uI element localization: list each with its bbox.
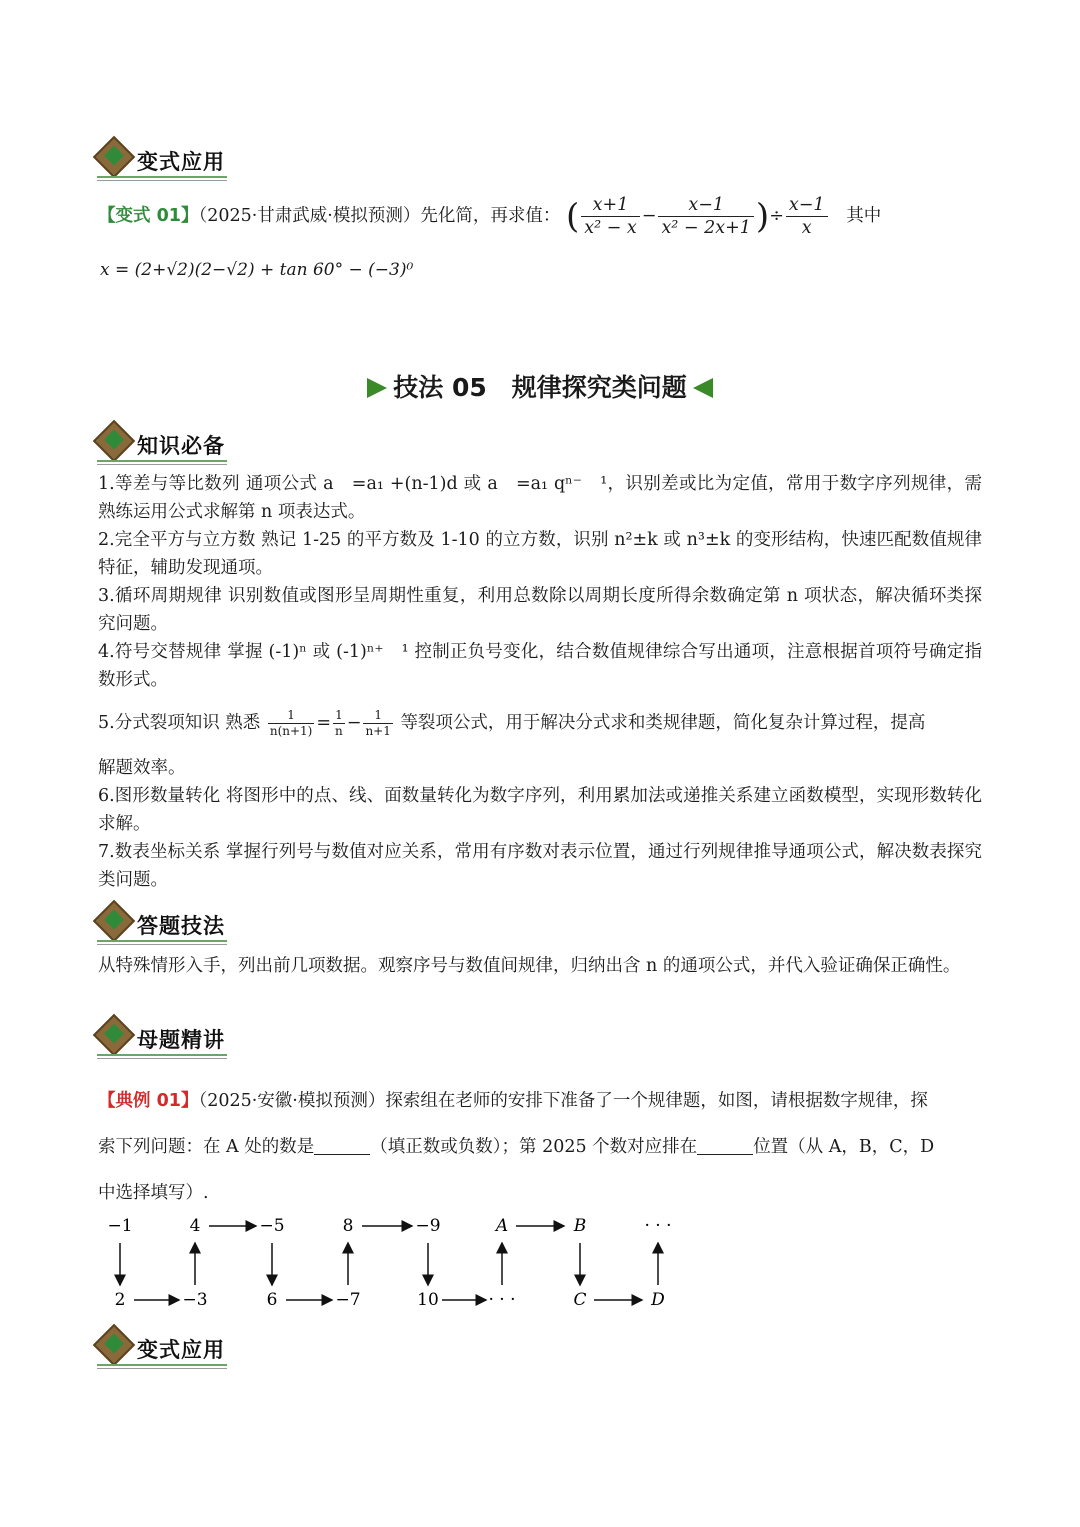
diagram-bottom-label: −3 <box>182 1290 208 1310</box>
knowledge-item-5: 5.分式裂项知识 熟悉 $\frac{1}{n(n+1)}$ = $\frac{1}{n}$ − $\frac{1}{n+1}$ 等裂项公式，用于解决分式求和类规律题，简化复杂计算过程，提高 <box>98 708 926 738</box>
frac-den: n+1 <box>365 724 391 738</box>
knowledge-item: 2.完全平方与立方数 熟记 1-25 的平方数及 1-10 的立方数，识别 n²±k 或 n³±k 的变形结构，快速匹配数值规律特征，辅助发现通项。 <box>98 530 982 578</box>
section-header-technique <box>97 904 227 944</box>
variant-tag: 【变式 01】 <box>98 206 199 226</box>
diagram-bottom-label: −7 <box>335 1290 361 1310</box>
fraction-2 <box>658 194 753 239</box>
divider <box>97 464 227 465</box>
fraction-b <box>333 708 345 739</box>
frac-den: x <box>801 218 812 238</box>
section-header-knowledge <box>97 424 227 464</box>
example-line: 索下列问题：在 A 处的数是 <box>98 1137 315 1157</box>
section-header-variant-2 <box>97 1328 227 1368</box>
technique-text: 从特殊情形入手，列出前几项数据。观察序号与数值间规律，归纳出含 n 的通项公式，并代入验证确保正确性。 <box>98 956 961 976</box>
knowledge-item: 7.数表坐标关系 掌握行列号与数值对应关系，常用有序数对表示位置，通过行列规律推导通项公式，解决数表探究类问题。 <box>98 842 982 890</box>
diagram-bottom-label: 6 <box>266 1290 278 1310</box>
x-expression: x = (2+√2)(2−√2) + tan 60° − (−3)⁰ <box>100 260 414 280</box>
answer-blank[interactable] <box>314 1136 370 1155</box>
variant-source: （2025·甘肃武威·模拟预测）先化简，再求值： <box>198 206 561 226</box>
item5-pre: 5.分式裂项知识 熟悉 <box>98 713 261 733</box>
example-line: （2025·安徽·模拟预测）探索组在老师的安排下准备了一个规律题，如图，请根据数字规律，探 <box>198 1091 928 1111</box>
diagram-bottom-label: · · · <box>488 1290 516 1310</box>
example-line: 位置（从 A，B，C，D <box>753 1137 935 1157</box>
divider <box>97 460 227 462</box>
divider <box>97 940 227 942</box>
frac-num: 1 <box>268 708 315 724</box>
diagram-top-label: 4 <box>189 1216 201 1236</box>
fraction-1 <box>581 194 640 239</box>
title-text: 技法 05 规律探究类问题 <box>393 373 687 402</box>
diamond-icon <box>93 1014 135 1056</box>
frac-num: x+1 <box>581 194 640 217</box>
diagram-top-label: · · · <box>644 1216 672 1236</box>
diamond-icon <box>93 1324 135 1366</box>
knowledge-list <box>98 470 982 694</box>
example-tag: 【典例 01】 <box>98 1091 199 1111</box>
divider <box>97 944 227 945</box>
divider <box>97 1368 227 1369</box>
fraction-a <box>268 708 315 739</box>
variant-problem: 【变式 01】（2025·甘肃武威·模拟预测）先化简，再求值： ( $\frac{x+1}{\text{x² − x}}$ − $\frac{x-1}{\text{x² − 2x+1}}$ )÷ $\frac{x-1}{x}$ 其中 <box>98 195 882 238</box>
right-paren: ) <box>755 196 770 237</box>
frac-num: x−1 <box>658 194 753 217</box>
knowledge-list-2 <box>98 782 982 894</box>
diagram-top-label: −5 <box>259 1216 285 1236</box>
frac-den: x² − 2x+1 <box>661 218 751 238</box>
diagram-bottom-label: 10 <box>417 1290 439 1310</box>
diagram-top-label: B <box>573 1216 587 1236</box>
left-paren: ( <box>565 196 580 237</box>
diamond-icon <box>93 136 135 178</box>
frac-den: x² − x <box>584 218 637 238</box>
section-label: 变式应用 <box>137 1338 225 1362</box>
fraction-3 <box>786 194 828 239</box>
diagram-top-label: 8 <box>342 1216 354 1236</box>
knowledge-item: 4.符号交替规律 掌握 (-1)ⁿ 或 (-1)ⁿ⁺ ¹ 控制正负号变化，结合数值规律综合写出通项，注意根据首项符号确定指数形式。 <box>98 642 982 690</box>
item5-post: 等裂项公式，用于解决分式求和类规律题，简化复杂计算过程，提高 <box>400 713 926 733</box>
divider <box>97 1364 227 1366</box>
section-label: 知识必备 <box>137 434 225 458</box>
divider <box>97 180 227 181</box>
divider <box>97 176 227 178</box>
knowledge-item: 6.图形数量转化 将图形中的点、线、面数量转化为数字序列，利用累加法或递推关系建立函数模型，实现形数转化求解。 <box>98 786 982 834</box>
arrow-right-icon <box>367 378 387 398</box>
diamond-icon <box>93 420 135 462</box>
diagram-bottom-label: 2 <box>114 1290 126 1310</box>
variant-tail: 其中 <box>846 206 882 226</box>
frac-num: x−1 <box>786 194 828 217</box>
item5-cont: 解题效率。 <box>98 758 186 778</box>
example-problem <box>98 1078 982 1216</box>
diamond-icon <box>93 900 135 942</box>
section-header-example <box>97 1018 227 1058</box>
diagram-top-label: A <box>495 1216 509 1236</box>
diagram-bottom-label: C <box>573 1290 587 1310</box>
diagram-top-label: −9 <box>415 1216 441 1236</box>
answer-blank[interactable] <box>697 1136 753 1155</box>
sequence-diagram <box>90 1205 710 1320</box>
knowledge-item: 3.循环周期规律 识别数值或图形呈周期性重复，利用总数除以周期长度所得余数确定第 n 项状态，解决循环类探究问题。 <box>98 586 982 634</box>
frac-den: n <box>335 724 343 738</box>
technique-title <box>0 368 1080 404</box>
example-line: 中选择填写）. <box>98 1183 209 1203</box>
section-label: 答题技法 <box>137 914 225 938</box>
diagram-bottom-label: D <box>651 1290 665 1310</box>
example-line: （填正数或负数）；第 2025 个数对应排在 <box>370 1137 698 1157</box>
frac-den: n(n+1) <box>269 724 313 738</box>
section-label: 变式应用 <box>137 150 225 174</box>
section-header-variant <box>97 140 227 180</box>
arrow-left-icon <box>693 378 713 398</box>
knowledge-item: 1.等差与等比数列 通项公式 a =a₁ +(n-1)d 或 a =a₁ qⁿ⁻ ¹，识别差或比为定值，常用于数字序列规律，需熟练运用公式求解第 n 项表达式。 <box>98 474 982 522</box>
frac-num: 1 <box>363 708 392 724</box>
fraction-c <box>363 708 392 739</box>
section-label: 母题精讲 <box>137 1028 225 1052</box>
frac-num: 1 <box>333 708 345 724</box>
divider <box>97 1054 227 1056</box>
divider <box>97 1058 227 1059</box>
diagram-top-label: −1 <box>107 1216 133 1236</box>
